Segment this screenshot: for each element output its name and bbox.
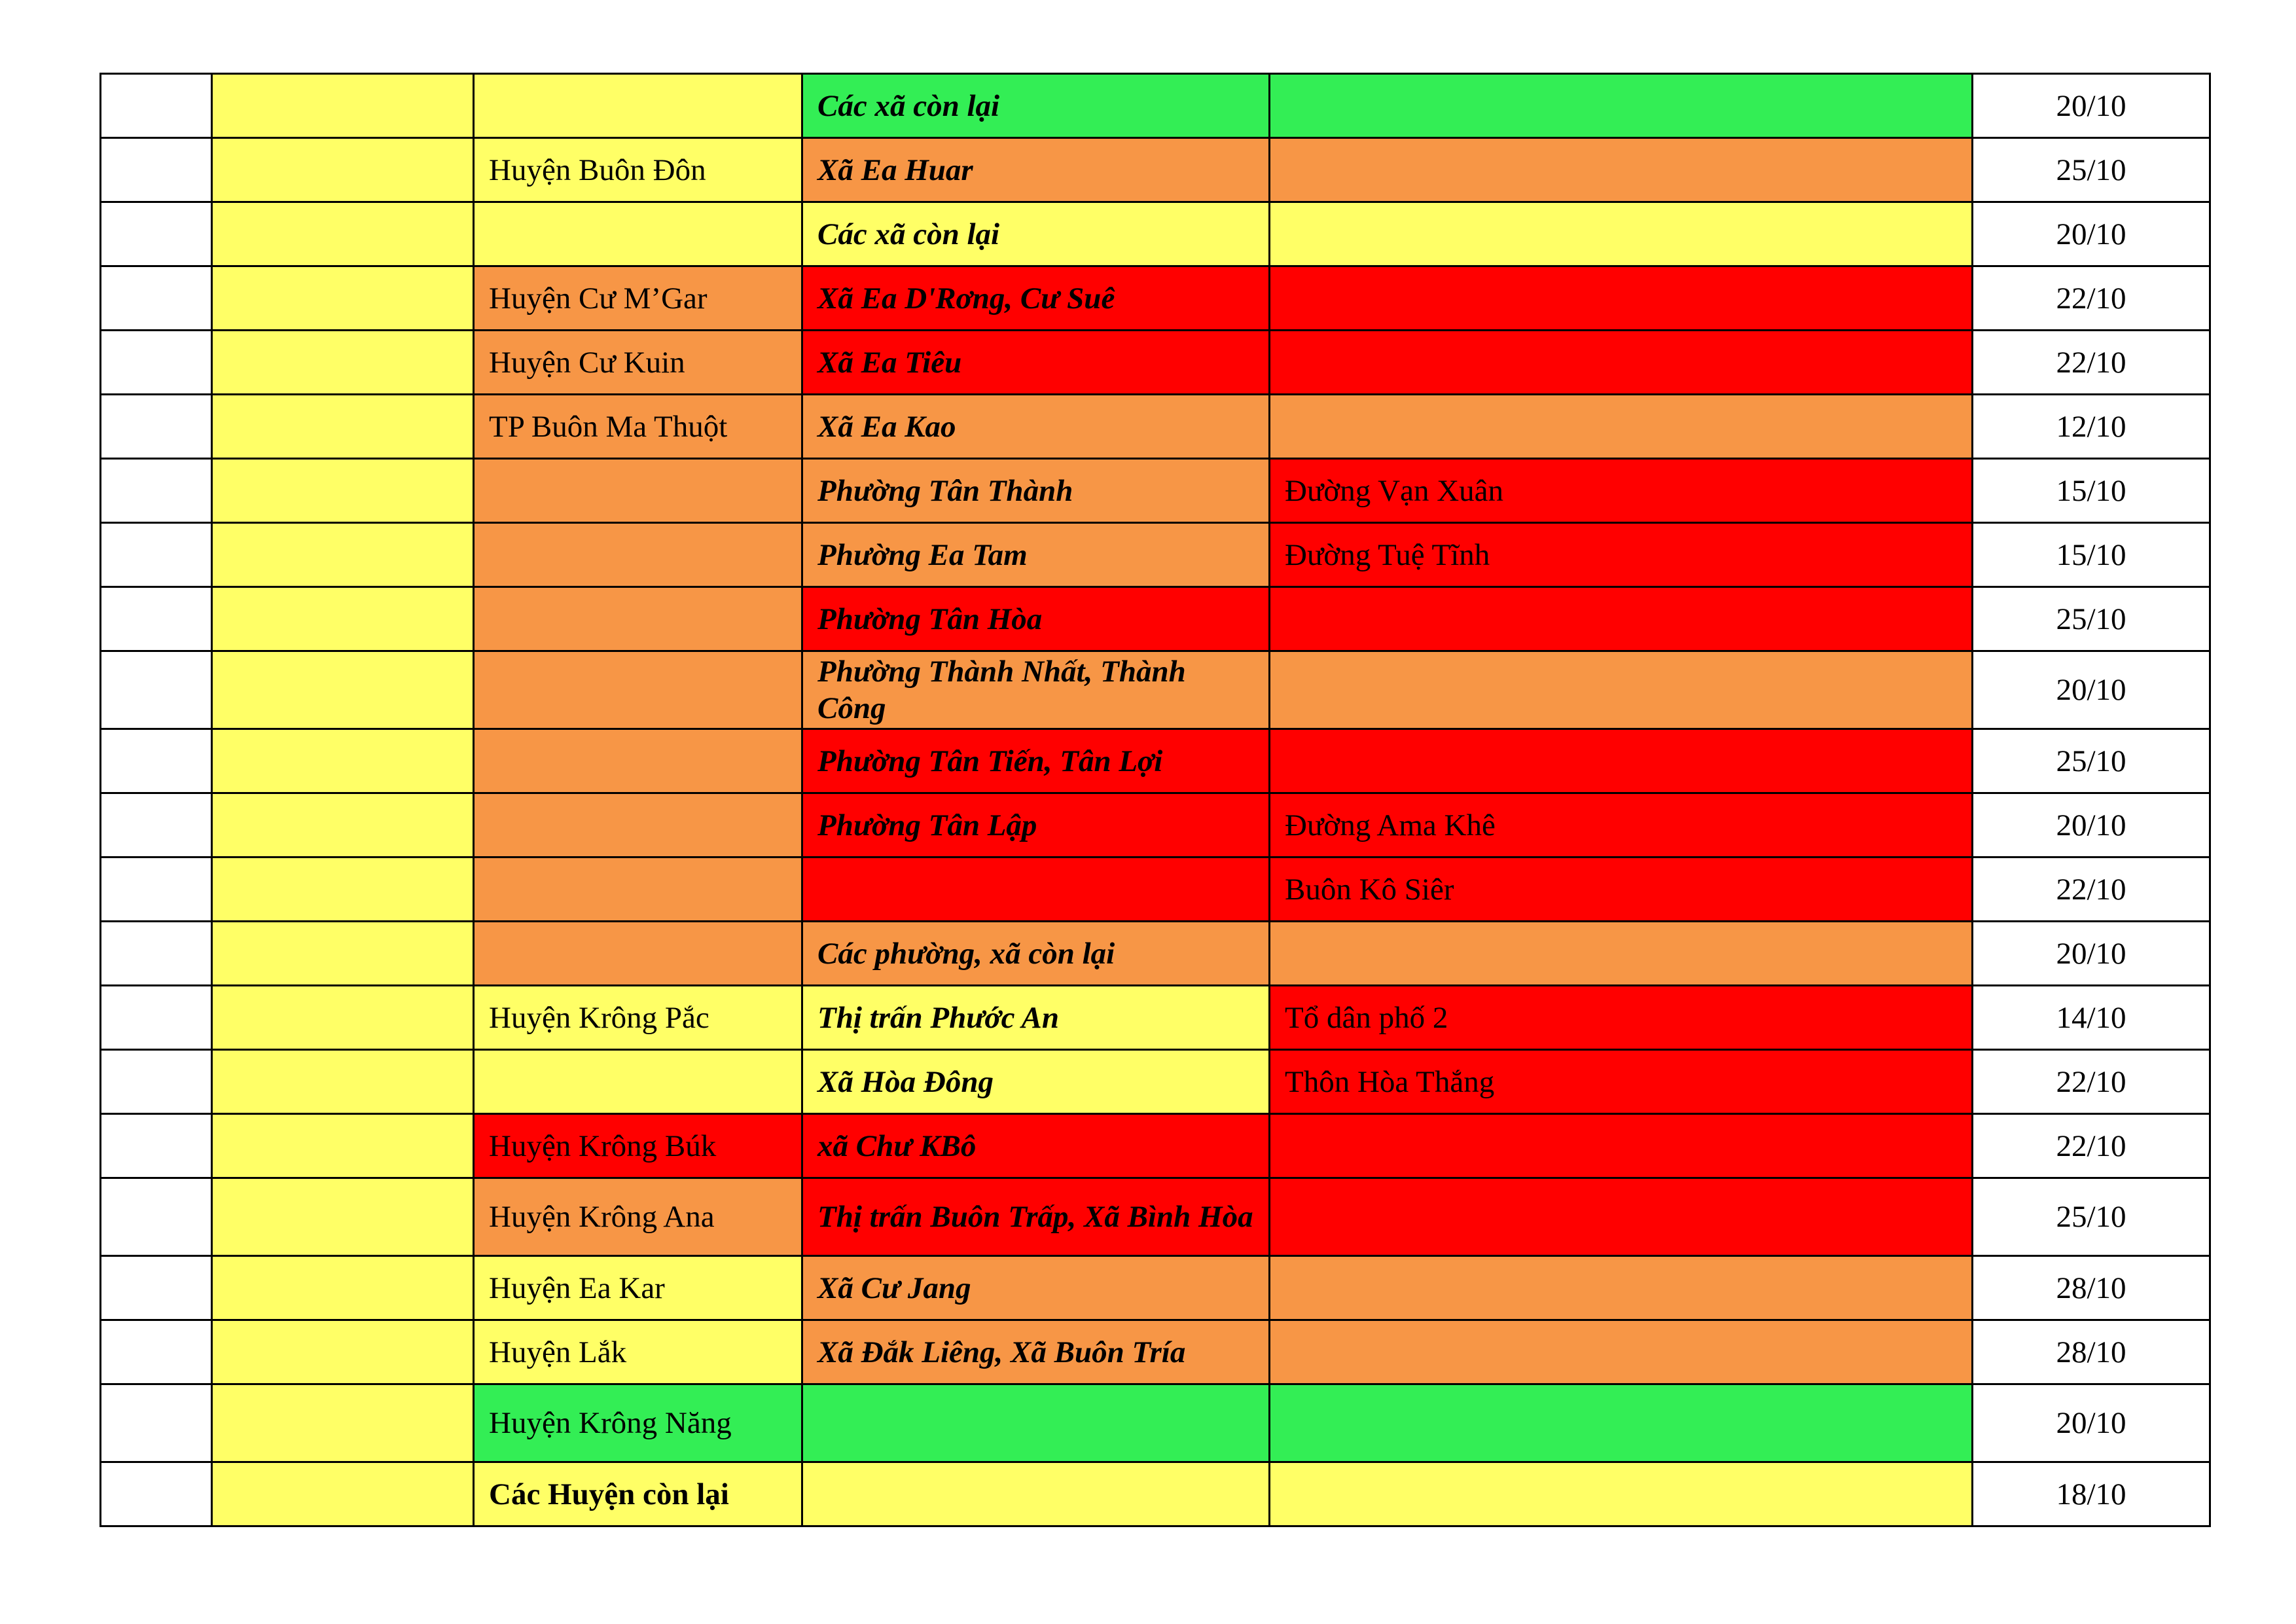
commune-cell: Xã Ea Tiêu	[802, 331, 1270, 395]
commune-cell: Phường Thành Nhất, Thành Công	[802, 651, 1270, 729]
date-cell: 22/10	[1973, 1114, 2210, 1178]
area-cell	[1270, 202, 1973, 266]
commune-cell: Xã Đắk Liêng, Xã Buôn Tría	[802, 1320, 1270, 1384]
province-cell	[212, 1320, 474, 1384]
table-row	[101, 1462, 2210, 1526]
area-cell	[1270, 266, 1973, 331]
index-cell	[101, 587, 212, 651]
commune-cell: Xã Hòa Đông	[802, 1050, 1270, 1114]
commune-cell: Phường Ea Tam	[802, 523, 1270, 587]
district-cell: Huyện Cư M’Gar	[474, 266, 802, 331]
province-cell	[212, 74, 474, 138]
index-cell	[101, 395, 212, 459]
index-cell	[101, 922, 212, 986]
commune-cell: Xã Cư Jang	[802, 1256, 1270, 1320]
province-cell	[212, 1256, 474, 1320]
district-cell	[474, 651, 802, 729]
index-cell	[101, 1256, 212, 1320]
date-cell: 22/10	[1973, 1050, 2210, 1114]
province-cell	[212, 202, 474, 266]
table-row	[101, 587, 2210, 651]
commune-cell: Thị trấn Buôn Trấp, Xã Bình Hòa	[802, 1178, 1270, 1256]
commune-cell: Xã Ea Kao	[802, 395, 1270, 459]
index-cell	[101, 202, 212, 266]
district-cell: Huyện Krông Ana	[474, 1178, 802, 1256]
index-cell	[101, 1320, 212, 1384]
area-cell	[1270, 331, 1973, 395]
commune-cell: Các xã còn lại	[802, 74, 1270, 138]
date-cell: 15/10	[1973, 523, 2210, 587]
district-cell	[474, 74, 802, 138]
district-cell: TP Buôn Ma Thuột	[474, 395, 802, 459]
table-row	[101, 1050, 2210, 1114]
index-cell	[101, 986, 212, 1050]
table-row	[101, 1178, 2210, 1256]
index-cell	[101, 523, 212, 587]
area-cell	[1270, 922, 1973, 986]
table-row	[101, 523, 2210, 587]
province-cell	[212, 922, 474, 986]
table-row	[101, 1114, 2210, 1178]
index-cell	[101, 1114, 212, 1178]
district-cell	[474, 857, 802, 922]
area-cell: Tổ dân phố 2	[1270, 986, 1973, 1050]
date-cell: 22/10	[1973, 857, 2210, 922]
table-row	[101, 1320, 2210, 1384]
commune-cell: Thị trấn Phước An	[802, 986, 1270, 1050]
district-cell	[474, 523, 802, 587]
area-cell	[1270, 651, 1973, 729]
commune-cell	[802, 857, 1270, 922]
province-cell	[212, 1050, 474, 1114]
area-cell	[1270, 729, 1973, 793]
date-cell: 20/10	[1973, 1384, 2210, 1462]
date-cell: 28/10	[1973, 1320, 2210, 1384]
area-cell	[1270, 1320, 1973, 1384]
province-cell	[212, 857, 474, 922]
date-cell: 22/10	[1973, 266, 2210, 331]
index-cell	[101, 1384, 212, 1462]
province-cell	[212, 523, 474, 587]
index-cell	[101, 138, 212, 202]
table-row	[101, 459, 2210, 523]
area-cell	[1270, 1462, 1973, 1526]
commune-cell: Các phường, xã còn lại	[802, 922, 1270, 986]
index-cell	[101, 266, 212, 331]
date-cell: 14/10	[1973, 986, 2210, 1050]
area-cell	[1270, 1178, 1973, 1256]
district-cell	[474, 922, 802, 986]
commune-cell: Xã Ea D'Rơng, Cư Suê	[802, 266, 1270, 331]
table-row	[101, 266, 2210, 331]
province-cell	[212, 587, 474, 651]
table-row	[101, 138, 2210, 202]
date-cell: 12/10	[1973, 395, 2210, 459]
area-cell: Đường Vạn Xuân	[1270, 459, 1973, 523]
table-row	[101, 202, 2210, 266]
date-cell: 18/10	[1973, 1462, 2210, 1526]
date-cell: 15/10	[1973, 459, 2210, 523]
outbreak-zone-table	[99, 73, 2211, 1527]
table-row	[101, 1384, 2210, 1462]
table-row	[101, 729, 2210, 793]
area-cell: Đường Tuệ Tĩnh	[1270, 523, 1973, 587]
district-cell: Huyện Cư Kuin	[474, 331, 802, 395]
date-cell: 25/10	[1973, 587, 2210, 651]
index-cell	[101, 459, 212, 523]
index-cell	[101, 331, 212, 395]
commune-cell	[802, 1384, 1270, 1462]
district-cell: Huyện Krông Pắc	[474, 986, 802, 1050]
district-cell: Huyện Krông Năng	[474, 1384, 802, 1462]
index-cell	[101, 793, 212, 857]
district-cell	[474, 202, 802, 266]
province-cell	[212, 651, 474, 729]
date-cell: 25/10	[1973, 1178, 2210, 1256]
date-cell: 20/10	[1973, 793, 2210, 857]
district-cell: Huyện Buôn Đôn	[474, 138, 802, 202]
area-cell	[1270, 74, 1973, 138]
area-cell	[1270, 395, 1973, 459]
district-cell	[474, 729, 802, 793]
table-row	[101, 793, 2210, 857]
district-cell	[474, 1050, 802, 1114]
province-cell	[212, 1384, 474, 1462]
date-cell: 20/10	[1973, 74, 2210, 138]
table-row	[101, 331, 2210, 395]
province-cell	[212, 395, 474, 459]
date-cell: 20/10	[1973, 202, 2210, 266]
district-cell: Các Huyện còn lại	[474, 1462, 802, 1526]
commune-cell: Phường Tân Hòa	[802, 587, 1270, 651]
index-cell	[101, 651, 212, 729]
date-cell: 28/10	[1973, 1256, 2210, 1320]
commune-cell: Phường Tân Tiến, Tân Lợi	[802, 729, 1270, 793]
table-row	[101, 922, 2210, 986]
province-cell	[212, 331, 474, 395]
province-cell	[212, 1462, 474, 1526]
commune-cell: xã Chư KBô	[802, 1114, 1270, 1178]
area-cell	[1270, 1384, 1973, 1462]
commune-cell	[802, 1462, 1270, 1526]
district-cell: Huyện Lắk	[474, 1320, 802, 1384]
district-cell	[474, 793, 802, 857]
table-row	[101, 395, 2210, 459]
table-row	[101, 651, 2210, 729]
date-cell: 20/10	[1973, 651, 2210, 729]
province-cell	[212, 1114, 474, 1178]
index-cell	[101, 1178, 212, 1256]
province-cell	[212, 138, 474, 202]
index-cell	[101, 729, 212, 793]
area-cell: Đường Ama Khê	[1270, 793, 1973, 857]
area-cell: Thôn Hòa Thắng	[1270, 1050, 1973, 1114]
index-cell	[101, 857, 212, 922]
province-cell	[212, 266, 474, 331]
date-cell: 25/10	[1973, 138, 2210, 202]
date-cell: 25/10	[1973, 729, 2210, 793]
date-cell: 20/10	[1973, 922, 2210, 986]
table-row	[101, 74, 2210, 138]
area-cell: Buôn Kô Siêr	[1270, 857, 1973, 922]
table-row	[101, 1256, 2210, 1320]
table-body	[101, 74, 2210, 1526]
province-cell	[212, 793, 474, 857]
district-cell: Huyện Ea Kar	[474, 1256, 802, 1320]
district-cell	[474, 587, 802, 651]
commune-cell: Xã Ea Huar	[802, 138, 1270, 202]
date-cell: 22/10	[1973, 331, 2210, 395]
province-cell	[212, 986, 474, 1050]
district-cell	[474, 459, 802, 523]
area-cell	[1270, 1256, 1973, 1320]
area-cell	[1270, 587, 1973, 651]
index-cell	[101, 1050, 212, 1114]
index-cell	[101, 1462, 212, 1526]
district-cell: Huyện Krông Búk	[474, 1114, 802, 1178]
province-cell	[212, 459, 474, 523]
commune-cell: Các xã còn lại	[802, 202, 1270, 266]
commune-cell: Phường Tân Thành	[802, 459, 1270, 523]
table-row	[101, 986, 2210, 1050]
table-row	[101, 857, 2210, 922]
province-cell	[212, 1178, 474, 1256]
area-cell	[1270, 1114, 1973, 1178]
area-cell	[1270, 138, 1973, 202]
province-cell	[212, 729, 474, 793]
commune-cell: Phường Tân Lập	[802, 793, 1270, 857]
index-cell	[101, 74, 212, 138]
